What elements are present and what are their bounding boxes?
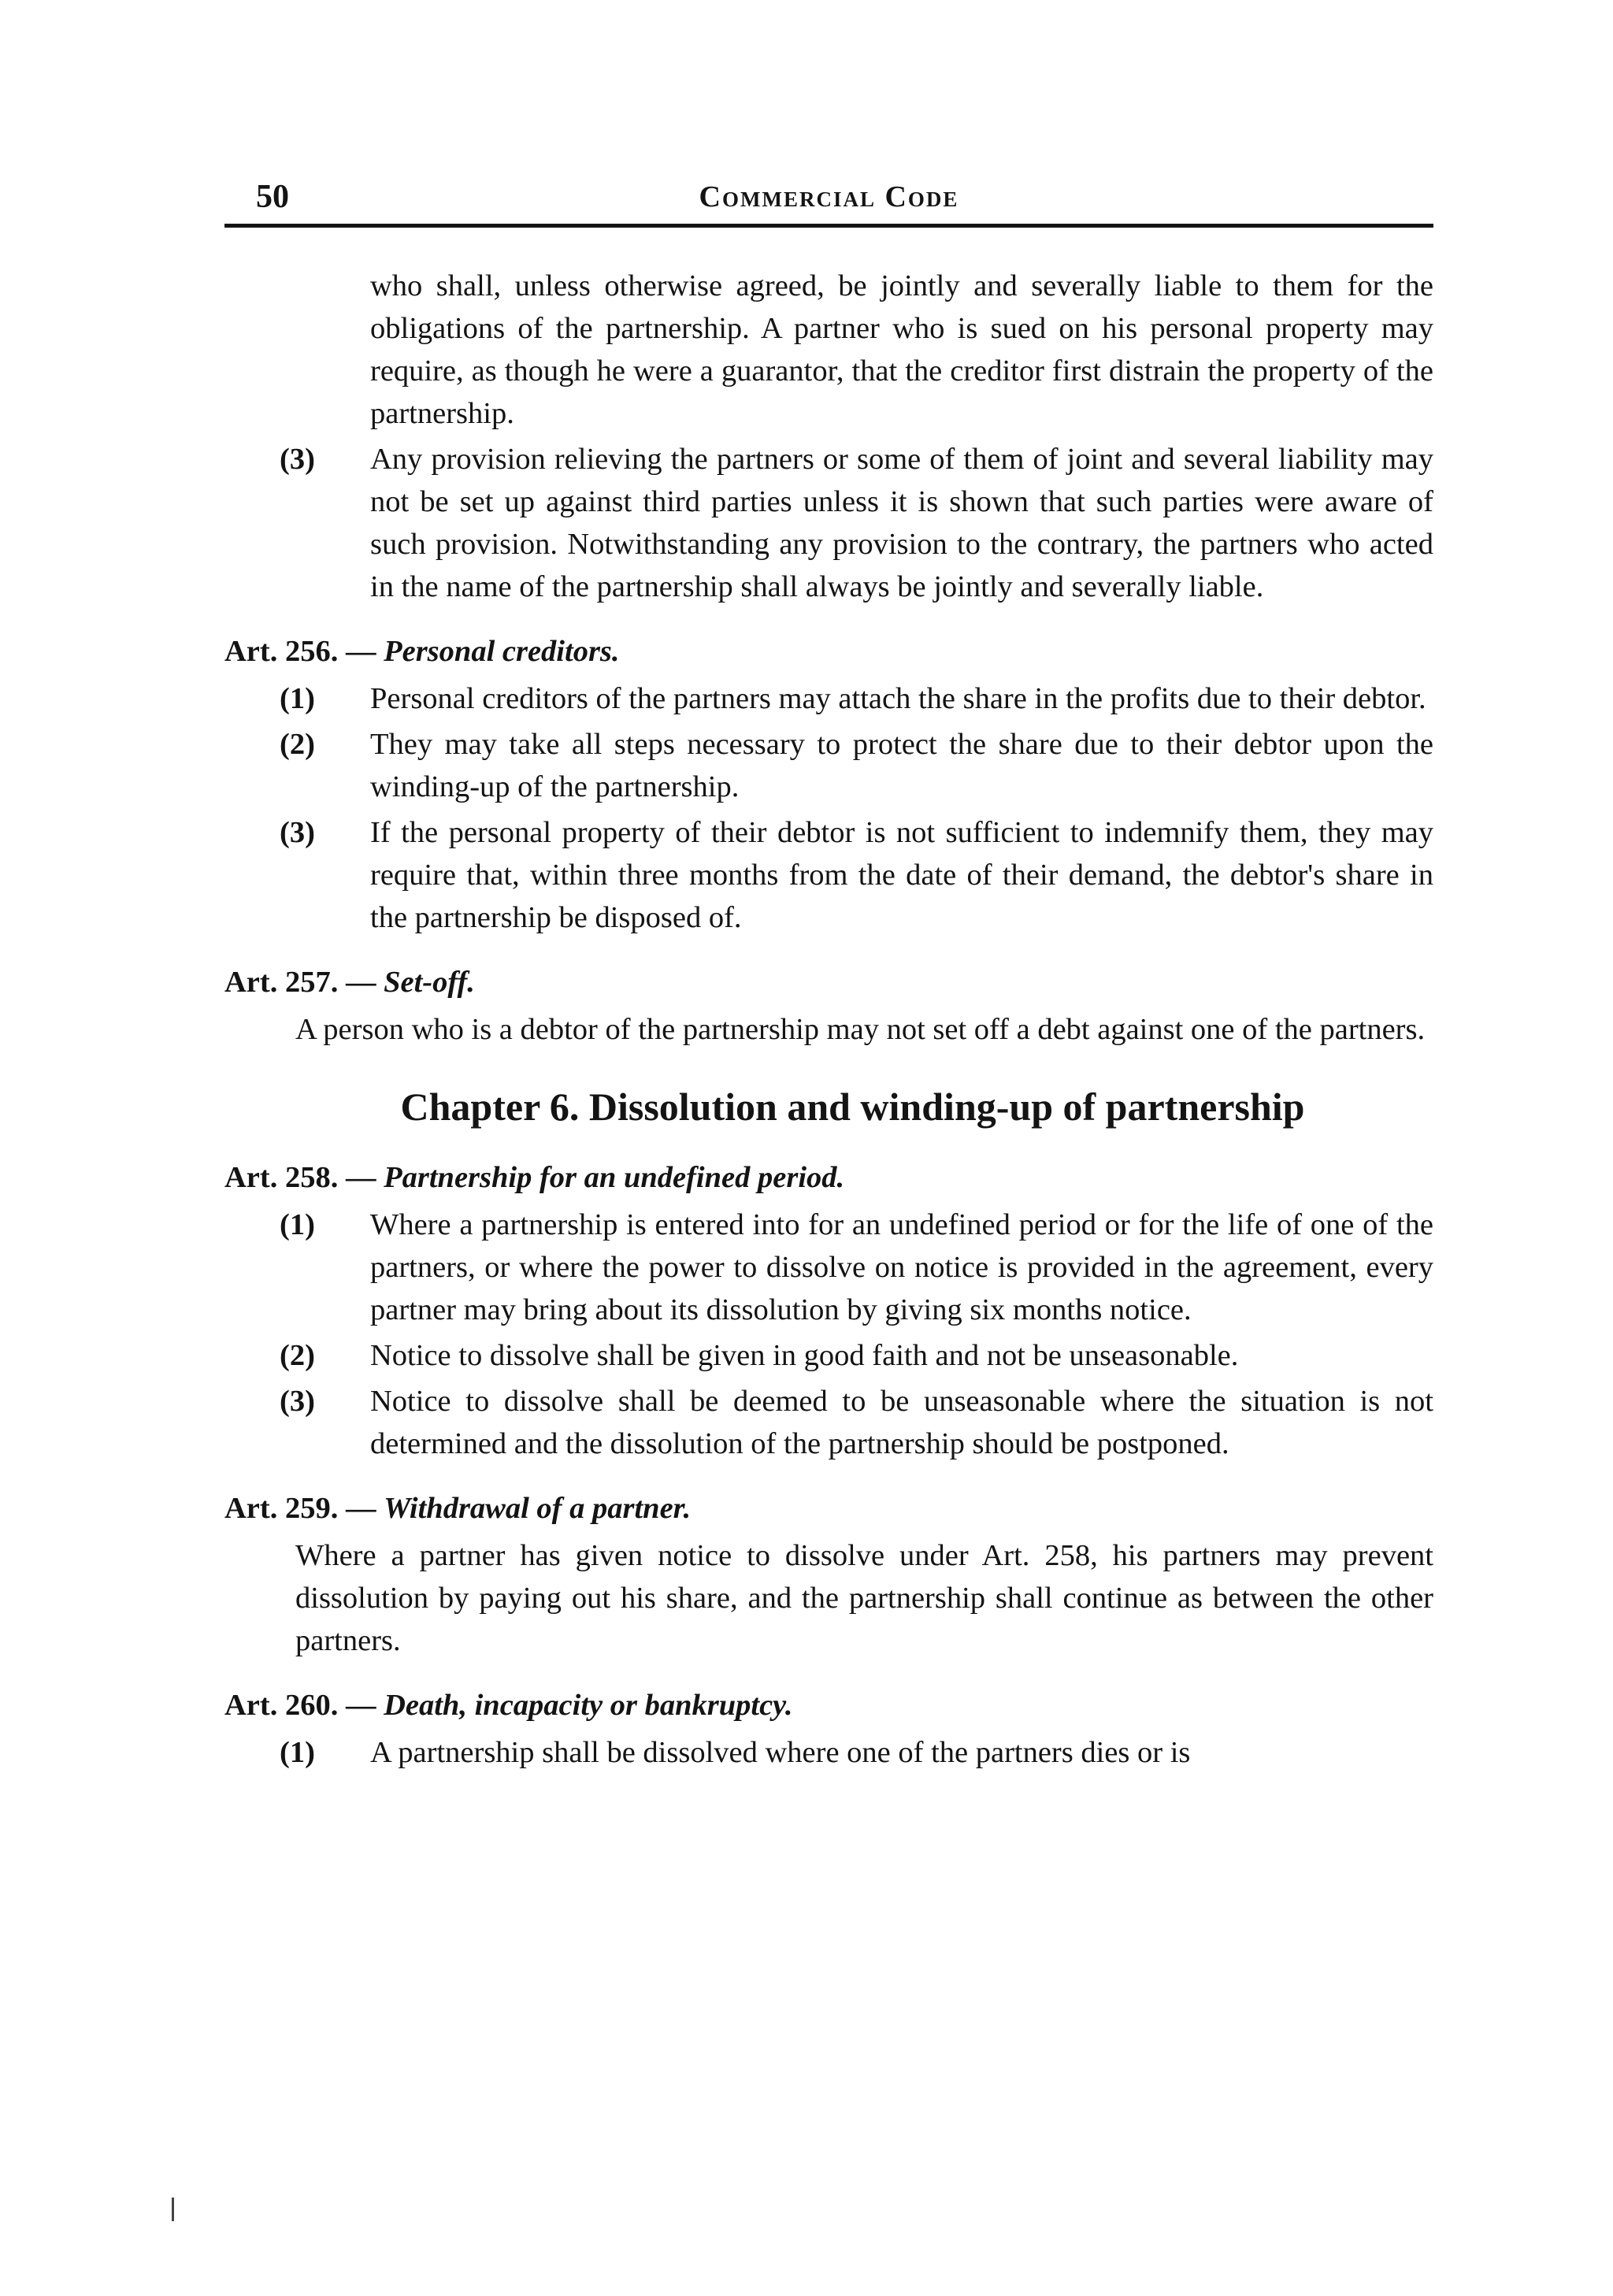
paragraph-text: Any provision relieving the partners or some of them of joint and several liability may not be set up against third parties unless it is shown that such parties were aware of such provision. Notwithstanding any provision to the contrary, the partners who acted in the name of the partnership shall always be jointly and severally liable.	[370, 443, 1433, 603]
paragraph-text: If the personal property of their debtor is not sufficient to indemnify them, they may require that, within three months from the date of their demand, the debtor's share in the partnership be disposed of.	[370, 816, 1433, 934]
art256-paragraph-2	[280, 723, 1433, 808]
article-label: Art. 258. —	[224, 1161, 376, 1194]
paragraph-text: Notice to dissolve shall be deemed to be unseasonable where the situation is not determined and the dissolution of the partnership should be postponed.	[370, 1385, 1433, 1460]
paragraph-number: (3)	[280, 443, 315, 476]
art259-heading	[224, 1487, 1433, 1530]
art258-heading	[224, 1156, 1433, 1199]
continuation-text: who shall, unless otherwise agreed, be jointly and severally liable to them for the obligations of the partnership. A partner who is sued on his personal property may require, as though he were a guarantor, that the creditor first distrain the property of the partnership.	[370, 269, 1433, 430]
paragraph-number: (1)	[280, 1736, 315, 1769]
paragraph-text: Where a partnership is entered into for an undefined period or for the life of one of the partners, or where the power to dissolve on notice is provided in the agreement, every partner may bring about its dissolution by giving six months notice.	[370, 1208, 1433, 1326]
art256-heading	[224, 630, 1433, 673]
paragraph-text: Personal creditors of the partners may attach the share in the profits due to their debtor.	[370, 682, 1426, 715]
art260-heading	[224, 1684, 1433, 1727]
page-header	[224, 178, 1433, 221]
article-label: Art. 259. —	[224, 1492, 376, 1525]
page-number: 50	[256, 179, 289, 215]
page-body	[224, 265, 1433, 1774]
paragraph-text: They may take all steps necessary to protect the share due to their debtor upon the winding-up of the partnership.	[370, 728, 1433, 803]
scan-mark	[172, 2198, 174, 2221]
paragraph-text: Notice to dissolve shall be given in good faith and not be unseasonable.	[370, 1339, 1239, 1372]
article-title: Set-off.	[384, 966, 475, 999]
art259-text: Where a partner has given notice to dissolve under Art. 258, his partners may prevent dissolution by paying out his share, and the partnership shall continue as between the other partners.	[295, 1539, 1433, 1657]
art258-paragraph-2	[280, 1334, 1433, 1377]
paragraph-number: (3)	[280, 1385, 315, 1418]
paragraph-number: (2)	[280, 1339, 315, 1372]
art256-paragraph-1	[280, 677, 1433, 720]
art258-paragraph-1	[280, 1204, 1433, 1331]
art255-paragraph-3	[280, 438, 1433, 608]
art257-heading	[224, 961, 1433, 1003]
art256-paragraph-3	[280, 811, 1433, 939]
article-label: Art. 260. —	[224, 1689, 376, 1722]
header-rule	[224, 224, 1433, 228]
paragraph-number: (1)	[280, 682, 315, 715]
article-title: Partnership for an undefined period.	[384, 1161, 845, 1194]
article-label: Art. 257. —	[224, 966, 376, 999]
paragraph-number: (1)	[280, 1208, 315, 1241]
chapter-heading: Chapter 6. Dissolution and winding-up of partnership	[400, 1085, 1305, 1129]
paragraph-number: (2)	[280, 728, 315, 761]
paragraph-number: (3)	[280, 816, 315, 849]
article-title: Withdrawal of a partner.	[384, 1492, 692, 1525]
article-label: Art. 256. —	[224, 635, 376, 668]
running-title: Commercial Code	[699, 180, 959, 213]
paragraph-text: A partnership shall be dissolved where one of the partners dies or is	[370, 1736, 1191, 1769]
art260-paragraph-1	[280, 1731, 1433, 1774]
article-title: Personal creditors.	[384, 635, 620, 668]
article-title: Death, incapacity or bankruptcy.	[384, 1689, 793, 1722]
art258-paragraph-3	[280, 1380, 1433, 1465]
art257-text: A person who is a debtor of the partnership may not set off a debt against one of the partners.	[295, 1013, 1426, 1046]
